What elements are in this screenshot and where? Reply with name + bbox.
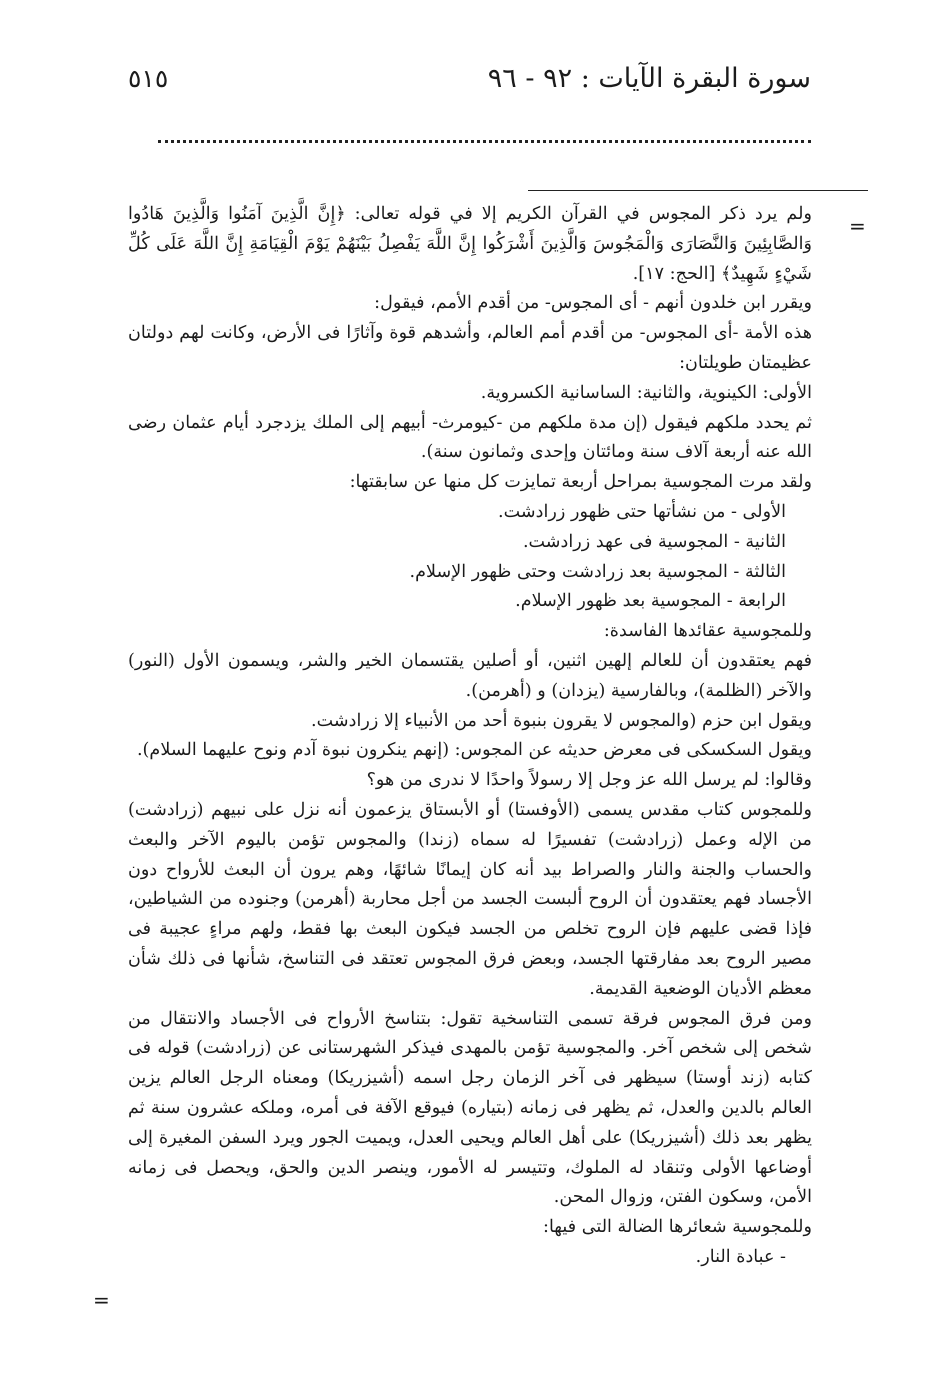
surah-title: سورة البقرة الآيات : ٩٢ - ٩٦ bbox=[487, 62, 811, 94]
footnote-rule bbox=[528, 190, 868, 191]
paragraph: ويقول ابن حزم (والمجوس لا يقرون بنبوة أحد من الأنبياء إلا زرادشت. bbox=[311, 710, 812, 731]
page-number: ٥١٥ bbox=[128, 63, 169, 93]
paragraph: وللمجوسية عقائدها الفاسدة: bbox=[603, 621, 812, 642]
paragraph: الأولى: الكينوية، والثانية: الساسانية الكسروية. bbox=[480, 382, 812, 403]
list-item: الرابعة - المجوسية بعد ظهور الإسلام. bbox=[515, 591, 786, 612]
paragraph: وللمجوس كتاب مقدس يسمى (الأوفستا) أو الأبستاق يزعمون أنه نزل على نبيهم (زرادشت) من الإله وعمل (زرادشت) تفسيرًا له سماه (زندا) والمجوس تؤمن باليوم الآخر والبعث والحساب والجنة والنار والصراط بيد أنه كان إيمانًا شائهًا، وهم يرون أن البعث للأرواح دون الأجساد فهم يعتقدون أن الروح ألبست الجسد من أجل محاربة (أهرمن) وجنوده من الشياطين، فإذا قضى عليهم فإن الروح تخلص من الجسد فيكون البعث بها فقط، ولهم مراءٍ عجيبة فى مصير الروح بعد مفارقتها الجسد، وبعض فرق المجوس تعتقد فى التناسخ، شأنها فى ذلك شأن معظم الأديان الوضعية القديمة. bbox=[128, 799, 812, 999]
list-item: - عبادة النار. bbox=[695, 1246, 786, 1267]
paragraph: ومن فرق المجوس فرقة تسمى التناسخية تقول: بتناسخ الأرواح فى الأجساد والانتقال من شخص إلى شخص آخر. والمجوسية تؤمن بالمهدى فيذكر الشهرستانى عن (زرادشت) قوله فى كتابه (زند أوستا) سيظهر فى آخر الزمان رجل اسمه (أشيزريكا) ومعناه الرجل العالم يزين العالم بالدين والعدل، ثم يظهر فى زمانه (بتياره) فيوقع الآفة فى أمره، وملكه عشرون سنة ثم يظهر بعد ذلك (أشيزريكا) على أهل العالم ويحيى العدل، ويميت الجور ويرد السفن المغيرة إلى أوضاعها الأولى وتنقاد له الملوك، وتتيسر له الأمور، وينصر الدين والحق، ويحصل فى زمانه الأمن، وسكون الفتن، وزوال المحن. bbox=[128, 1008, 812, 1208]
paragraph: ويقرر ابن خلدون أنهم - أى المجوس- من أقدم الأمم، فيقول: bbox=[374, 293, 812, 314]
continuation-marker-top: = bbox=[849, 214, 866, 238]
continuation-marker-bottom: = bbox=[93, 1288, 110, 1312]
paragraph: وللمجوسية شعائرها الضالة التى فيها: bbox=[543, 1217, 812, 1238]
list-item: الثانية - المجوسية فى عهد زرادشت. bbox=[522, 531, 786, 552]
list-item: الثالثة - المجوسية بعد زرادشت وحتى ظهور الإسلام. bbox=[409, 561, 786, 582]
paragraph: وقالوا: لم يرسل الله عز وجل إلا رسولاً واحدًا لا ندرى من هو؟ bbox=[366, 770, 812, 791]
list-item: الأولى - من نشأتها حتى ظهور زرادشت. bbox=[498, 501, 786, 522]
paragraph: ثم يحدد ملكهم فيقول (إن مدة ملكهم من -كيومرث- أبيهم إلى الملك يزدجرد أيام عثمان رضى الله عنه أربعة آلاف سنة ومائتان وإحدى وثمانون سنة). bbox=[128, 412, 812, 463]
page-body bbox=[128, 200, 838, 1273]
page-header bbox=[128, 58, 811, 98]
paragraph: ولم يرد ذكر المجوس في القرآن الكريم إلا في قوله تعالى: ﴿إِنَّ الَّذِينَ آمَنُوا وَالَّذِينَ هَادُوا وَالصَّابِئِينَ وَالنَّصَارَى وَالْمَجُوسَ وَالَّذِينَ أَشْرَكُوا إِنَّ اللَّهَ يَفْصِلُ بَيْنَهُمْ يَوْمَ الْقِيَامَةِ إِنَّ اللَّهَ عَلَى كُلِّ شَيْءٍ شَهِيدٌ﴾ [الحج: ١٧]. bbox=[128, 204, 812, 284]
paragraph: هذه الأمة -أى المجوس- من أقدم أمم العالم، وأشدهم قوة وآثارًا فى الأرض، وكانت لهم دولتان عظيمتان طويلتان: bbox=[128, 323, 812, 373]
paragraph: ولقد مرت المجوسية بمراحل أربعة تمايزت كل منها عن سابقتها: bbox=[349, 472, 812, 493]
paragraph: ويقول السكسكى فى معرض حديثه عن المجوس: (إنهم ينكرون نبوة آدم ونوح عليهما السلام). bbox=[136, 740, 812, 761]
paragraph: فهم يعتقدون أن للعالم إلهين اثنين، أو أصلين يقتسمان الخير والشر، ويسمون الأول (النور) والآخر (الظلمة)، وبالفارسية (يزدان) و (أهرمن). bbox=[128, 650, 812, 701]
dotted-separator bbox=[158, 140, 811, 143]
